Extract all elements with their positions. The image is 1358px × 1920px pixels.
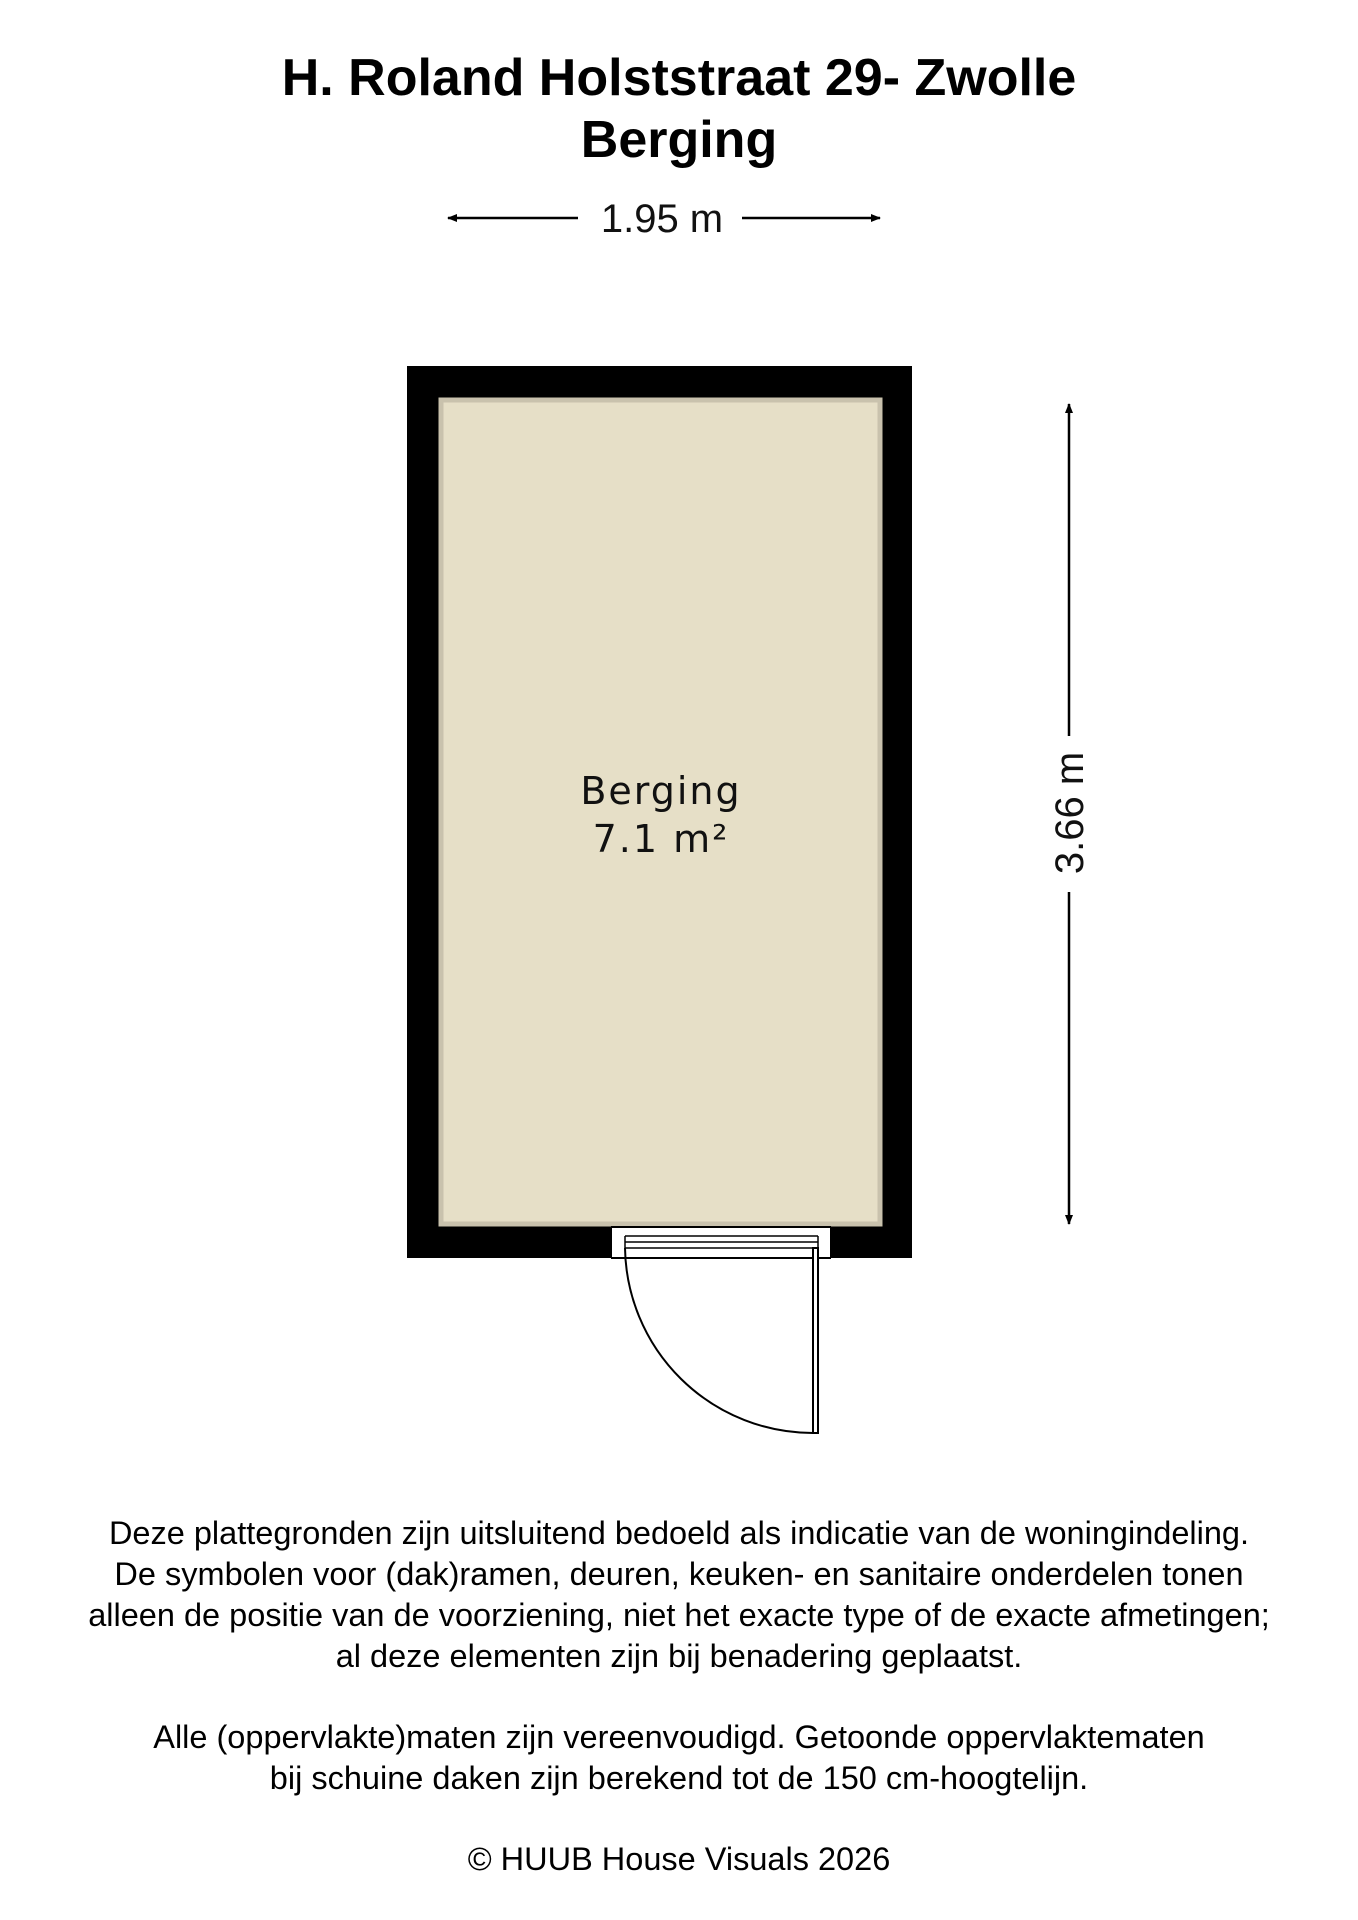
measurement-note-line: Alle (oppervlakte)maten zijn vereenvoudigd. Getoonde oppervlaktematen	[153, 1719, 1205, 1755]
page-subtitle: Berging	[580, 111, 778, 169]
door	[611, 1227, 831, 1433]
page-title: H. Roland Holststraat 29- Zwolle	[281, 49, 1077, 107]
disclaimer-line: De symbolen voor (dak)ramen, deuren, keuken- en sanitaire onderdelen tonen	[114, 1556, 1244, 1592]
disclaimer-line: alleen de positie van de voorziening, niet het exacte type of de exacte afmetingen;	[88, 1597, 1270, 1633]
door-opening	[611, 1228, 831, 1258]
width-dimension-label: 1.95 m	[600, 197, 724, 241]
depth-dimension	[1048, 404, 1092, 1224]
room-area: 7.1 m²	[592, 817, 730, 861]
measurement-note-line: bij schuine daken zijn berekend tot de 150 cm-hoogtelijn.	[269, 1760, 1089, 1796]
depth-dimension-label: 3.66 m	[1048, 751, 1092, 875]
width-dimension	[448, 197, 880, 241]
door-swing-arc	[625, 1248, 813, 1433]
room-name: Berging	[580, 769, 742, 813]
disclaimer-line: al deze elementen zijn bij benadering geplaatst.	[335, 1638, 1023, 1674]
copyright-notice: © HUUB House Visuals 2026	[467, 1841, 891, 1877]
disclaimer-line: Deze plattegronden zijn uitsluitend bedoeld als indicatie van de woningindeling.	[108, 1515, 1250, 1551]
door-leaf	[813, 1248, 818, 1433]
